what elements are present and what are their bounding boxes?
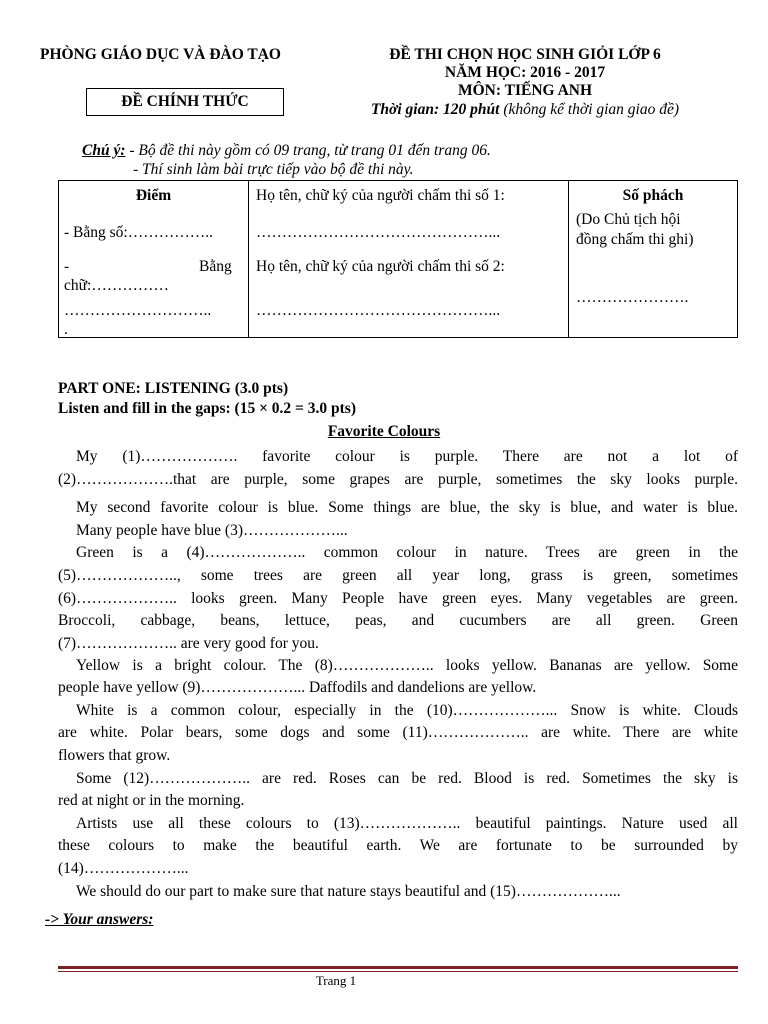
passage-line: Some (12)……………….. are red. Roses can be red. Blood is red. Sometimes the sky is [76,770,738,787]
score-header: Điểm [135,187,172,204]
school-year: NĂM HỌC: 2016 - 2017 [444,64,606,81]
passage-line: (5)……………….., some trees are green all year long, grass is green, sometimes [58,567,738,584]
note-text-1: - Bộ đề thi này gồm có 09 trang, từ trang 01 đến trang 06. [125,142,491,159]
passage-line: Broccoli, cabbage, beans, lettuce, peas, and cucumbers are all green. Green [58,612,738,629]
time-allowed-note: (không kể thời gian giao đề) [499,101,680,118]
time-allowed [330,101,720,119]
score-table [58,180,738,338]
score-by-words-field: chữ:…………… [64,277,169,294]
exam-title: ĐỀ THI CHỌN HỌC SINH GIỎI LỚP 6 [389,46,661,63]
grader-1-field: ………………………………………... [256,224,501,241]
passage-line: My (1)………………. favorite colour is purple. There are not a lot of [76,448,738,465]
score-by-words-dash: - [64,258,70,275]
score-by-words-dots: ……………………….. [64,302,212,319]
subject: MÔN: TIẾNG ANH [457,82,593,99]
your-answers-label: -> Your answers: [45,911,154,928]
passage-line: these colours to make the beautiful earth. We are fortunate to be surrounded by [58,837,738,854]
passage-line: people have yellow (9)………………... Daffodils and dandelions are yellow. [58,679,537,696]
part-one-instruction: Listen and fill in the gaps: (15 × 0.2 = 3.0 pts) [58,400,356,417]
score-by-words-label: Bằng [199,258,232,275]
passage-line: My second favorite colour is blue. Some things are blue, the sky is blue, and water is blue. [76,499,738,516]
time-allowed-value: Thời gian: 120 phút [370,101,500,118]
passage-line: White is a common colour, especially in the (10)………………... Snow is white. Clouds [76,702,738,719]
passage-line: (2)……………….that are purple, some grapes are purple, sometimes the sky looks purple. [58,471,738,488]
serial-number-header: Số phách [622,187,684,204]
passage-line: red at night or in the morning. [58,792,245,809]
note-line-2: - Thí sinh làm bài trực tiếp vào bộ đề thi này. [133,161,414,178]
serial-number-field: …………………. [576,289,689,306]
part-one-title: PART ONE: LISTENING (3.0 pts) [58,380,289,397]
passage-line: Yellow is a bright colour. The (8)……………….. looks yellow. Bananas are yellow. Some [76,657,738,674]
footer-rule [58,966,738,972]
score-by-words-end: . [64,321,68,338]
table-divider [248,181,249,337]
passage-line: We should do our part to make sure that nature stays beautiful and (15)………………... [76,883,621,900]
passage-line: Artists use all these colours to (13)……………….. beautiful paintings. Nature used all [76,815,738,832]
score-by-number: - Bằng số:…………….. [64,224,213,241]
passage-line: (14)………………... [58,860,189,877]
serial-number-note-2: đồng chấm thi ghi) [576,231,694,248]
official-label-box: ĐỀ CHÍNH THỨC [86,88,284,116]
passage-line: (7)……………….. are very good for you. [58,635,319,652]
passage-line: Many people have blue (3)………………... [76,522,348,539]
grader-2-label: Họ tên, chữ ký của người chấm thi số 2: [256,258,505,275]
page-number: Trang 1 [315,973,357,988]
passage-title: Favorite Colours [327,423,441,440]
passage-line: flowers that grow. [58,747,171,764]
grader-2-field: ………………………………………... [256,302,501,319]
note-line-1 [82,142,491,160]
note-label: Chú ý: [82,142,126,159]
grader-1-label: Họ tên, chữ ký của người chấm thi số 1: [256,187,505,204]
passage-line: Green is a (4)……………….. common colour in nature. Trees are green in the [76,544,738,561]
serial-number-note-1: (Do Chủ tịch hội [576,211,681,228]
department-name: PHÒNG GIÁO DỤC VÀ ĐÀO TẠO [40,46,281,63]
passage-line: (6)……………….. looks green. Many People have green eyes. Many vegetables are green. [58,590,738,607]
passage-line: are white. Polar bears, some dogs and some (11)……………….. are white. There are white [58,724,738,741]
